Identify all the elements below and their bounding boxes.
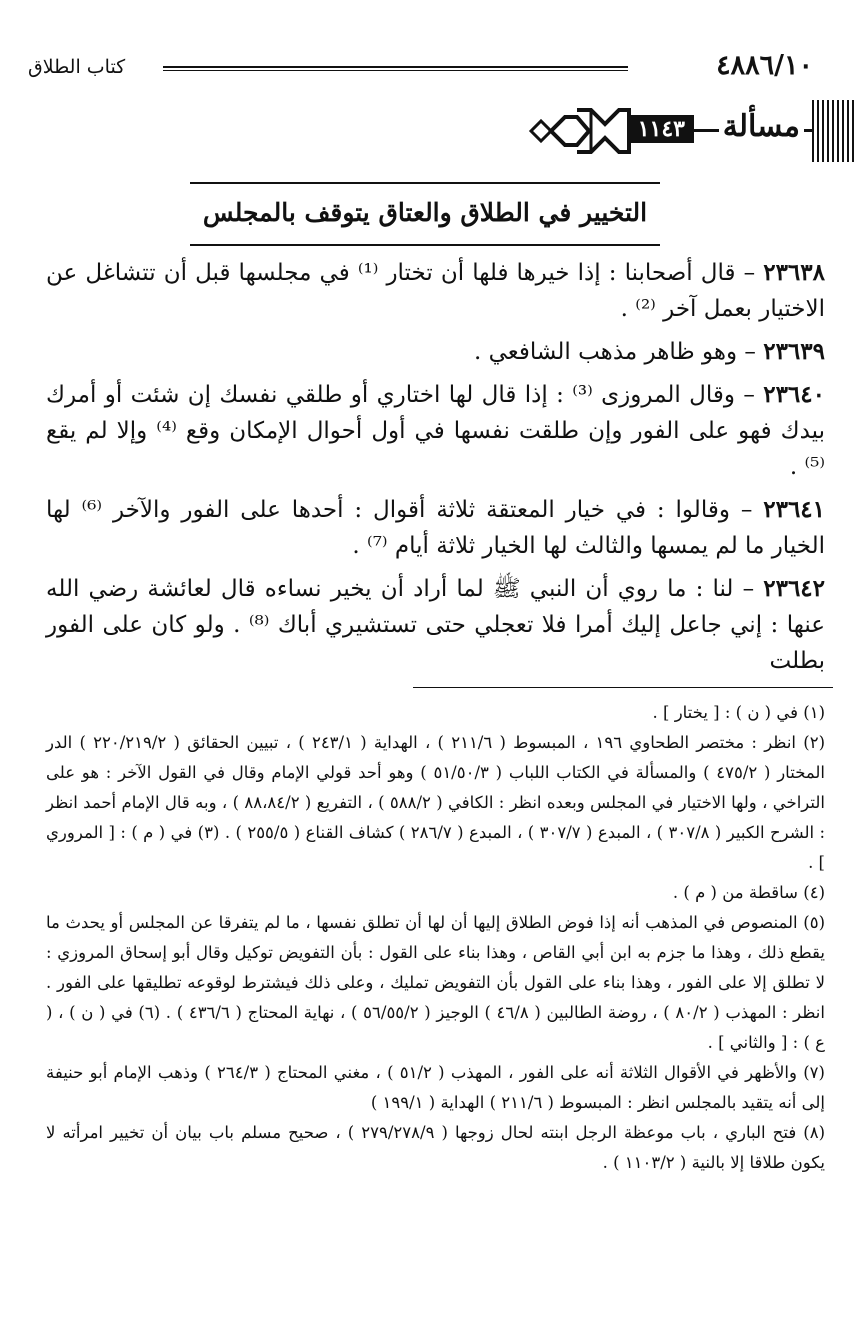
footnote: (١) في ( ن ) : [ يختار ] . (652, 703, 825, 722)
footnote: (٤) ساقطة من ( م ) . (672, 883, 825, 902)
footnote: (٢) انظر : مختصر الطحاوي ١٩٦ ، المبسوط ( ٢١١/٦ ) ، الهداية ( ٢٤٣/١ ) ، تبيين الحقائق ( ٢٢٠/٢١٩/٢ ) الدر المختار ( ٤٧٥/٢ ) والمسألة في الكتاب اللباب ( ٥١/٥٠/٣ ) وهو أحد قولي الإمام وقال في القول الآخر : هو على التراخي ، ولها الاختيار في المجلس وبعده انظر : الكافي ( ٥٨٨/٢ ) ، التفريع ( ٨٨،٨٤/٢ ) ، وبه قال الإمام أحمد انظر : الشرح الكبير ( ٣٠٧/٨ ) ، المبدع ( ٣٠٧/٧ ) ، المبدع ( ٢٨٦/٧ ) كشاف القناع ( ٢٥٥/٥ ) . (٣) في ( م ) : [ المروري ] . (46, 733, 826, 872)
knot-ornament-icon (525, 100, 635, 162)
masala-number: ١١٤٣ (629, 115, 694, 143)
paragraph (46, 492, 825, 564)
footnote: (٧) والأظهر في الأقوال الثلاثة أنه على الفور ، المهذب ( ٥١/٢ ) ، مغني المحتاج ( ٢٦٤/٣ ) وذهب الإمام أبو حنيفة إلى أنه يتقيد بالمجلس انظر : المبسوط ( ٢١١/٦ ) الهداية ( ١٩٩/١ ) (46, 1063, 825, 1112)
paragraph-number: ٢٣٦٤٠ (763, 381, 825, 408)
paragraph (46, 334, 825, 370)
paragraph (46, 377, 825, 485)
paragraph (46, 571, 825, 679)
page-number: ٤٨٨٦/١٠ (716, 50, 813, 81)
footnotes (46, 698, 825, 1178)
paragraph (46, 255, 825, 327)
footnote-separator (413, 687, 833, 688)
banner-bars-ornament (812, 100, 855, 162)
header-rule (163, 66, 628, 71)
chapter-title-box (190, 182, 660, 246)
paragraph-number: ٢٣٦٣٨ (763, 259, 825, 286)
footnote: (٨) فتح الباري ، باب موعظة الرجل ابنته لحال زوجها ( ٢٧٩/٢٧٨/٩ ) ، صحيح مسلم باب بيان أن تخيير امرأته لا يكون طلاقا إلا بالنية ( ١١٠٣/٢ ) . (46, 1123, 825, 1172)
paragraph-text: – لنا : ما روي أن النبي ﷺ لما أراد أن يخير نساءه قال لعائشة رضي الله عنها : إني جاعل إليك أمرا فلا تعجلي حتى تستشيري أباك ⁽⁸⁾ . ولو كان على الفور بطلت (46, 576, 825, 674)
footnote: (٥) المنصوص في المذهب أنه إذا فوض الطلاق إليها أن لها أن تطلق نفسها ، ما لم يتفرقا عن المجلس أو يحدث ما يقطع ذلك ، وهذا ما جزم به ابن أبي القاص ، وهذا بناء على القول : بأن التفويض توكيل وقال أبو إسحاق المروزي : لا تطلق إلا على الفور ، وهذا بناء على القول بأن التفويض تمليك ، وعلى ذلك فيشترط لوقوعه تطليقها على الفور . انظر : المهذب ( ٨٠/٢ ) ، روضة الطالبين ( ٤٦/٨ ) الوجيز ( ٥٦/٥٥/٢ ) ، نهاية المحتاج ( ٤٣٦/٦ ) . (٦) في ( ن ) ، ( ع ) : [ والثاني ] . (46, 913, 825, 1052)
main-text (46, 255, 825, 686)
paragraph-text: – وهو ظاهر مذهب الشافعي . (473, 339, 756, 365)
paragraph-number: ٢٣٦٤٢ (763, 575, 826, 602)
paragraph-number: ٢٣٦٤١ (763, 496, 826, 523)
paragraph-number: ٢٣٦٣٩ (763, 338, 825, 365)
paragraph-text: – وقال المروزى ⁽³⁾ : إذا قال لها اختاري أو طلقي نفسك إن شئت أو أمرك بيدك فهو على الفور وإن طلقت نفسها في أول أحوال الإمكان وقع ⁽⁴⁾ وإلا لم يقع ⁽⁵⁾ . (46, 382, 825, 480)
masala-banner (525, 100, 855, 162)
book-title: كتاب الطلاق (28, 56, 126, 78)
masala-label: مسألة (719, 109, 804, 144)
running-header (28, 50, 813, 84)
paragraph-text: – وقالوا : في خيار المعتقة ثلاثة أقوال : أحدها على الفور والآخر ⁽⁶⁾ لها الخيار ما لم يمسها والثالث لها الخيار ثلاثة أيام ⁽⁷⁾ . (46, 497, 825, 559)
paragraph-text: – قال أصحابنا : إذا خيرها فلها أن تختار ⁽¹⁾ في مجلسها قبل أن تتشاغل عن الاختيار بعمل آخر ⁽²⁾ . (46, 260, 825, 322)
chapter-title: التخيير في الطلاق والعتاق يتوقف بالمجلس (202, 198, 648, 227)
